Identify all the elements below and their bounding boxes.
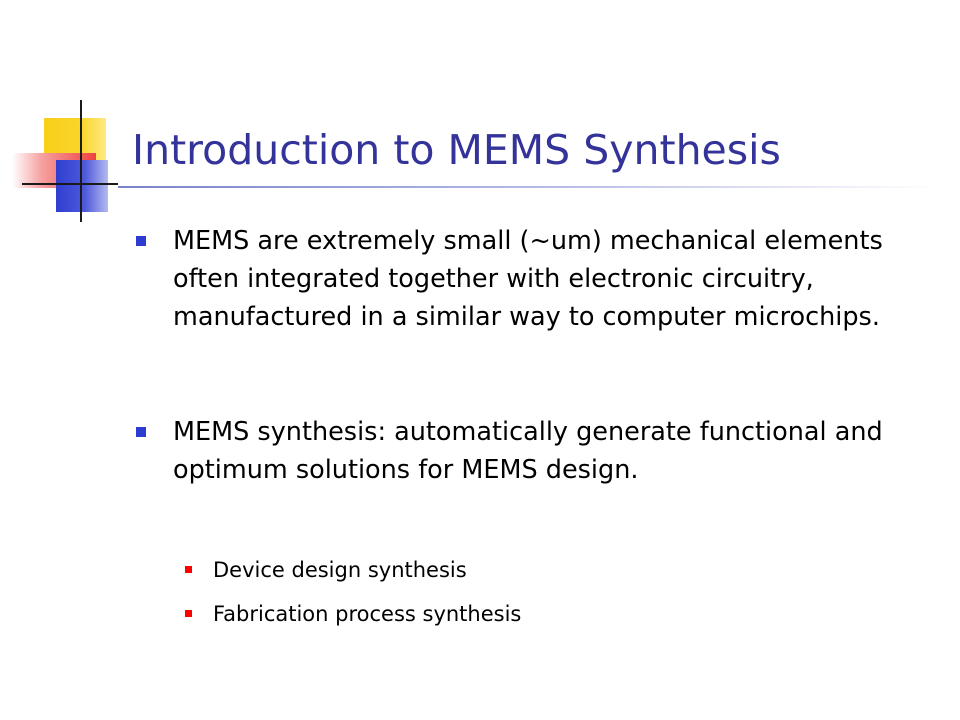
sub-bullet-item xyxy=(185,555,885,585)
square-sub-bullet-icon xyxy=(185,610,192,617)
square-bullet-icon xyxy=(136,427,146,437)
sub-bullet-text: Fabrication process synthesis xyxy=(213,602,522,626)
bullet-text: MEMS synthesis: automatically generate functional and optimum solutions for MEMS design. xyxy=(173,417,883,485)
bullet-item xyxy=(132,222,912,382)
slide-title: Introduction to MEMS Synthesis xyxy=(132,126,781,174)
square-sub-bullet-icon xyxy=(185,566,192,573)
square-bullet-icon xyxy=(136,236,146,246)
bullet-text: MEMS are extremely small (~um) mechanical elements often integrated together with electronic circuitry, manufactured in a similar way to computer microchips. xyxy=(173,226,883,332)
sub-bullet-item xyxy=(185,599,885,629)
sub-bullet-text: Device design synthesis xyxy=(213,558,467,582)
bullet-item xyxy=(132,413,912,533)
